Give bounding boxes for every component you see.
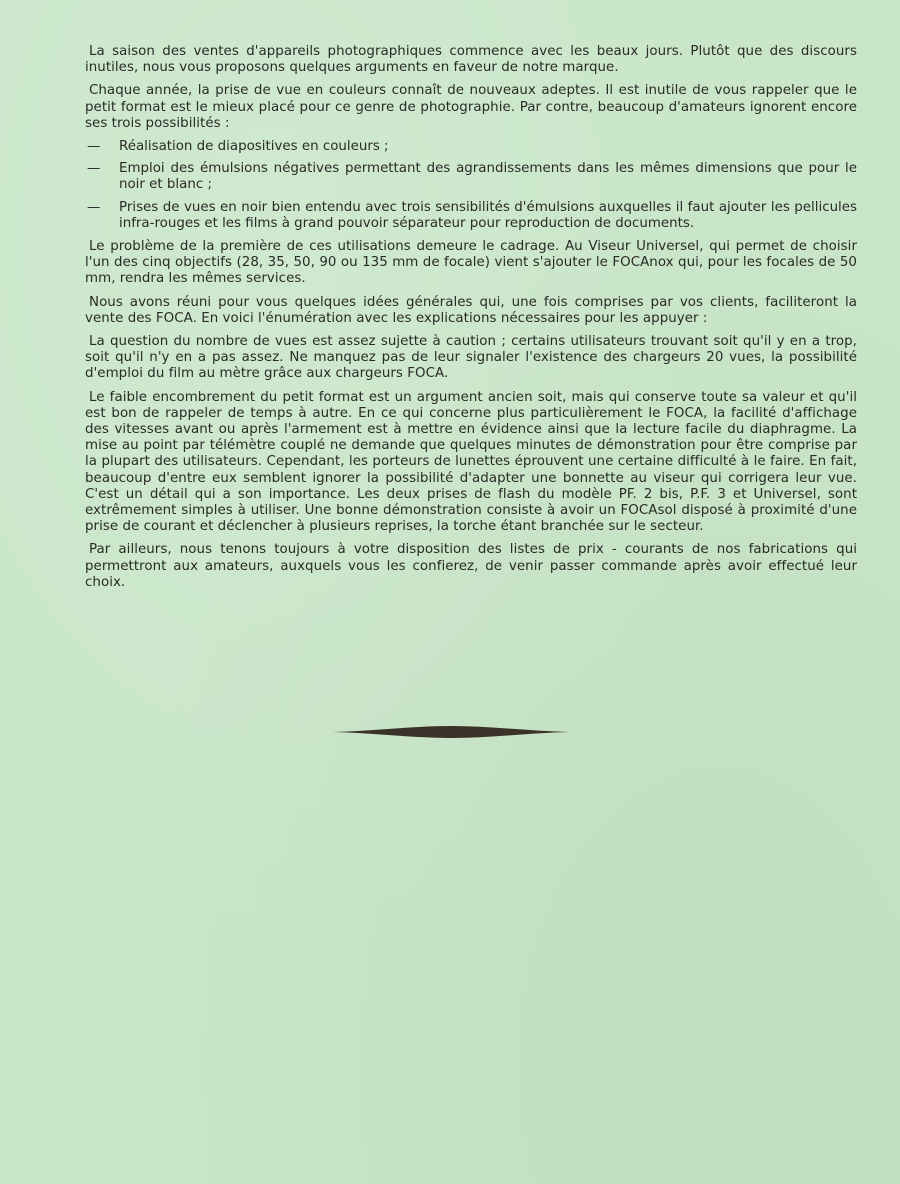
paragraph-small-format: Le faible encombrement du petit format est un argument ancien soit, mais qui conserve toute sa valeur et qu'il est bon de rappeler de temps à autre. En ce qui concerne plus particulièrement le FOCA, la facilité d'affichage des vitesses avant ou après l'armement est à mettre en évidence ainsi que la lecture facile du diaphragme. La mise au point par télémètre couplé ne demande que quelques minutes de démonstration pour être comprise par la plupart des utilisateurs. Cependant, les porteurs de lunettes éprouvent une certaine difficulté à le faire. En fait, beaucoup d'entre eux semblent ignorer la possibilité d'adapter une bonnette au viseur qui corrigera leur vue. C'est un détail qui a son importance. Les deux prises de flash du modèle PF. 2 bis, P.F. 3 et Universel, sont extrêmement simples à utiliser. Une bonne démonstration consiste à avoir un FOCAsol disposé à proximité d'une prise de courant et déclencher à plusieurs reprises, la torche étant branchée sur le secteur. [85,389,857,535]
list-dash: — [87,139,101,155]
list-item [85,200,857,232]
paragraph-framing: Le problème de la première de ces utilisations demeure le cadrage. Au Viseur Universel, qui permet de choisir l'un des cinq objectifs (28, 35, 50, 90 ou 135 mm de focale) vient s'ajouter le FOCAnox qui, pour les focales de 50 mm, rendra les mêmes services. [85,239,857,287]
possibilities-list [85,139,857,232]
divider-ornament [333,722,569,742]
list-item-text: Prises de vues en noir bien entendu avec trois sensibilités d'émulsions auxquelles il faut ajouter les pellicules infra-rouges et les films à grand pouvoir séparateur pour reproduction de documents. [119,199,857,231]
paragraph-price-lists: Par ailleurs, nous tenons toujours à votre disposition des listes de prix - courants de nos fabrications qui permettront aux amateurs, auxquels vous les confierez, de venir passer commande après avoir effectué leur choix. [85,542,857,590]
list-item [85,139,857,155]
list-item-text: Réalisation de diapositives en couleurs ; [119,139,389,155]
paragraph-general-ideas: Nous avons réuni pour vous quelques idées générales qui, une fois comprises par vos clients, faciliteront la vente des FOCA. En voici l'énumération avec les explications nécessaires pour les appuyer : [85,294,857,326]
paragraph-color-photography: Chaque année, la prise de vue en couleurs connaît de nouveaux adeptes. Il est inutile de vous rappeler que le petit format est le mieux placé pour ce genre de photographie. Par contre, beaucoup d'amateurs ignorent encore ses trois possibilités : [85,83,857,131]
list-dash: — [87,199,101,215]
list-dash: — [87,161,101,177]
divider-ornament-shape [333,726,569,738]
list-item [85,161,857,193]
paragraph-intro: La saison des ventes d'appareils photographiques commence avec les beaux jours. Plutôt que des discours inutiles, nous vous proposons quelques arguments en faveur de notre marque. [85,44,857,76]
list-item-text: Emploi des émulsions négatives permettant des agrandissements dans les mêmes dimensions que pour le noir et blanc ; [119,161,857,193]
paragraph-number-of-views: La question du nombre de vues est assez sujette à caution ; certains utilisateurs trouvant soit qu'il y en a trop, soit qu'il n'y en a pas assez. Ne manquez pas de leur signaler l'existence des chargeurs 20 vues, la possibilité d'emploi du film au mètre grâce aux chargeurs FOCA. [85,334,857,382]
document-body [85,44,857,598]
